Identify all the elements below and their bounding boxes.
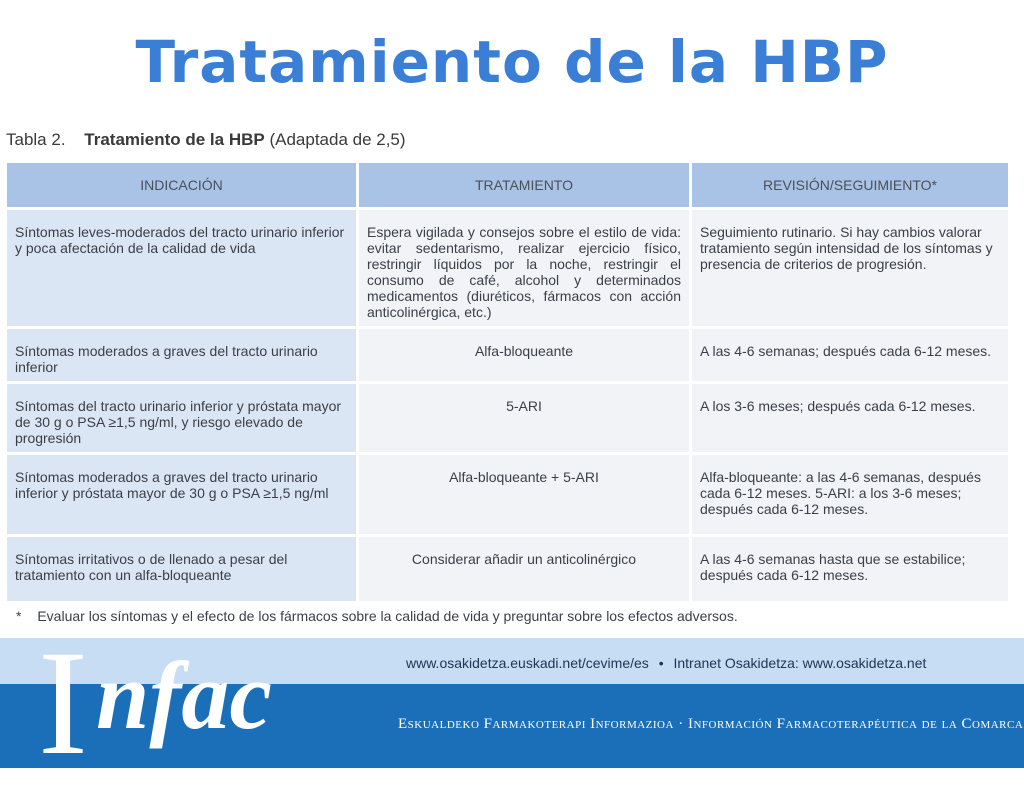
header-seguimiento: REVISIÓN/SEGUIMIENTO* [692, 163, 1008, 207]
table-row [7, 210, 1008, 326]
cell-indicacion: Síntomas del tracto urinario inferior y próstata mayor de 30 g o PSA ≥1,5 ng/ml, y riesgo elevado de progresión [7, 384, 356, 452]
table-row [7, 537, 1008, 601]
table-row [7, 455, 1008, 534]
caption-number: Tabla 2. [6, 130, 66, 149]
footnote-marker: * [16, 608, 22, 624]
treatment-table [4, 160, 1011, 604]
table-caption [6, 130, 406, 150]
logo-text: nfac [96, 642, 272, 749]
cell-tratamiento: Alfa-bloqueante + 5-ARI [359, 455, 689, 534]
table-header-row [7, 163, 1008, 207]
header-indicacion: INDICACIÓN [7, 163, 356, 207]
caption-subtitle: (Adaptada de 2,5) [269, 130, 406, 149]
infac-logo [36, 620, 366, 786]
footer-tagline: Eskualdeko Farmakoterapi Informazioa · Información Farmacoterapéutica de la Comarca [398, 716, 1024, 732]
cevime-link[interactable]: www.osakidetza.euskadi.net/cevime/es [406, 655, 649, 671]
caption-title: Tratamiento de la HBP [84, 130, 265, 149]
cell-seguimiento: A las 4-6 semanas; después cada 6-12 meses. [692, 329, 1008, 381]
cell-indicacion: Síntomas moderados a graves del tracto urinario inferior [7, 329, 356, 381]
cell-seguimiento: A las 4-6 semanas hasta que se estabilice; después cada 6-12 meses. [692, 537, 1008, 601]
footnote-text: Evaluar los síntomas y el efecto de los fármacos sobre la calidad de vida y preguntar sobre los efectos adversos. [37, 608, 738, 624]
intranet-link[interactable]: Intranet Osakidetza: www.osakidetza.net [673, 655, 927, 671]
slide-title: Tratamiento de la HBP [135, 28, 889, 96]
cell-indicacion: Síntomas moderados a graves del tracto urinario inferior y próstata mayor de 30 g o PSA ≥1,5 ng/ml [7, 455, 356, 534]
cell-tratamiento: 5-ARI [359, 384, 689, 452]
header-tratamiento: TRATAMIENTO [359, 163, 689, 207]
table-row [7, 384, 1008, 452]
footer-links [406, 655, 926, 671]
cell-seguimiento: A los 3-6 meses; después cada 6-12 meses. [692, 384, 1008, 452]
table-row [7, 329, 1008, 381]
cell-indicacion: Síntomas irritativos o de llenado a pesar del tratamiento con un alfa-bloqueante [7, 537, 356, 601]
logo-initial: I [38, 620, 88, 786]
cell-tratamiento: Espera vigilada y consejos sobre el estilo de vida: evitar sedentarismo, realizar ejercicio físico, restringir líquidos por la noche, restringir el consumo de café, alcohol y determinados medicamentos (diuréticos, fármacos con acción anticolinérgica, etc.) [359, 210, 689, 326]
cell-seguimiento: Alfa-bloqueante: a las 4-6 semanas, después cada 6-12 meses. 5-ARI: a los 3-6 meses; después cada 6-12 meses. [692, 455, 1008, 534]
cell-tratamiento: Considerar añadir un anticolinérgico [359, 537, 689, 601]
cell-indicacion: Síntomas leves-moderados del tracto urinario inferior y poca afectación de la calidad de vida [7, 210, 356, 326]
footnote [16, 608, 738, 624]
cell-seguimiento: Seguimiento rutinario. Si hay cambios valorar tratamiento según intensidad de los síntomas y presencia de criterios de progresión. [692, 210, 1008, 326]
link-separator: • [658, 655, 664, 671]
cell-tratamiento: Alfa-bloqueante [359, 329, 689, 381]
